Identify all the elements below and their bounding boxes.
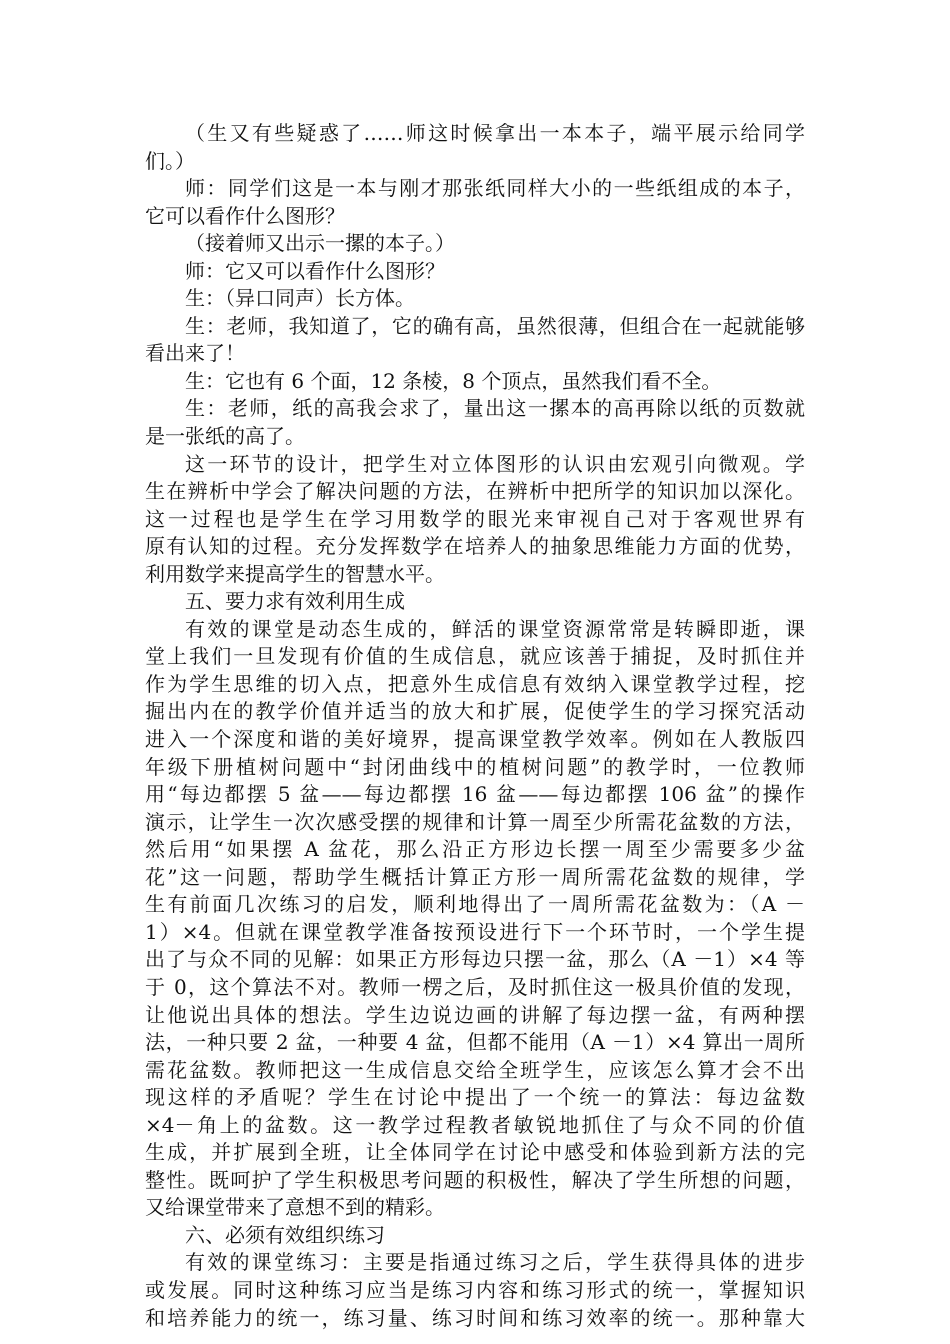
text-line: 是一张纸的高了。 bbox=[145, 424, 305, 449]
text-line: 掘出内在的教学价值并适当的放大和扩展，促使学生的学习探究活动 bbox=[145, 699, 805, 724]
text-line: 于 0，这个算法不对。教师一楞之后，及时抓住这一极具价值的发现， bbox=[145, 974, 805, 999]
text-line: 这一环节的设计，把学生对立体图形的认识由宏观引向微观。学 bbox=[185, 451, 805, 476]
text-line: 需花盆数。教师把这一生成信息交给全班学生，应该怎么算才会不出 bbox=[145, 1057, 805, 1082]
text-line: 六、必须有效组织练习 bbox=[185, 1222, 385, 1247]
text-line: 原有认知的过程。充分发挥数学在培养人的抽象思维能力方面的优势， bbox=[145, 534, 805, 559]
text-line: 生：老师，我知道了，它的确有高，虽然很薄，但组合在一起就能够 bbox=[185, 313, 805, 338]
text-line: 又给课堂带来了意想不到的精彩。 bbox=[145, 1195, 445, 1220]
document-page bbox=[145, 120, 805, 1332]
text-line: 们。） bbox=[145, 148, 195, 173]
text-line: 利用数学来提高学生的智慧水平。 bbox=[145, 561, 445, 586]
text-line: 花”这一问题，帮助学生概括计算正方形一周所需花盆数的规律，学 bbox=[145, 864, 805, 889]
text-line: 整性。既呵护了学生积极思考问题的积极性，解决了学生所想的问题， bbox=[145, 1167, 805, 1192]
text-line: 和培养能力的统一，练习量、练习时间和练习效率的统一。那种靠大 bbox=[145, 1305, 805, 1330]
text-line: ×4－角上的盆数。这一教学过程教者敏锐地抓住了与众不同的价值 bbox=[145, 1112, 805, 1137]
text-line: 师：同学们这是一本与刚才那张纸同样大小的一些纸组成的本子， bbox=[185, 176, 805, 201]
text-line: 生：它也有 6 个面，12 条棱，8 个顶点，虽然我们看不全。 bbox=[185, 368, 722, 393]
text-line: 生：老师，纸的高我会求了，量出这一摞本的高再除以纸的页数就 bbox=[185, 396, 805, 421]
text-line: （接着师又出示一摞的本子。） bbox=[185, 231, 455, 256]
text-line: 然后用“如果摆 A 盆花，那么沿正方形边长摆一周至少需要多少盆 bbox=[145, 837, 805, 862]
text-line: 堂上我们一旦发现有价值的生成信息，就应该善于捕捉，及时抓住并 bbox=[145, 644, 805, 669]
text-line: 让他说出具体的想法。学生边说边画的讲解了每边摆一盆，有两种摆 bbox=[145, 1002, 805, 1027]
text-line: 用“每边都摆 5 盆——每边都摆 16 盆——每边都摆 106 盆”的操作 bbox=[145, 782, 805, 807]
text-line: 或发展。同时这种练习应当是练习内容和练习形式的统一，掌握知识 bbox=[145, 1277, 805, 1302]
text-line: 这一过程也是学生在学习用数学的眼光来审视自己对于客观世界有 bbox=[145, 506, 805, 531]
text-line: 生在辨析中学会了解决问题的方法，在辨析中把所学的知识加以深化。 bbox=[145, 479, 805, 504]
text-line: 师：它又可以看作什么图形？ bbox=[185, 258, 445, 283]
text-line: 法，一种只要 2 盆，一种要 4 盆，但都不能用（A －1）×4 算出一周所 bbox=[145, 1030, 805, 1055]
text-line: （生又有些疑惑了……师这时候拿出一本本子，端平展示给同学 bbox=[185, 121, 805, 145]
text-line: 有效的课堂是动态生成的，鲜活的课堂资源常常是转瞬即逝，课 bbox=[185, 616, 805, 641]
text-line: 生成，并扩展到全班，让全体同学在讨论中感受和体验到新方法的完 bbox=[145, 1140, 805, 1165]
text-line: 现这样的矛盾呢？学生在讨论中提出了一个统一的算法：每边盆数 bbox=[145, 1085, 805, 1110]
text-line: 生：（异口同声）长方体。 bbox=[185, 286, 415, 311]
text-line: 生有前面几次练习的启发，顺利地得出了一周所需花盆数为：（A － bbox=[145, 892, 805, 917]
text-line: 看出来了！ bbox=[145, 341, 245, 366]
text-line: 作为学生思维的切入点，把意外生成信息有效纳入课堂教学过程，挖 bbox=[145, 671, 805, 696]
text-line: 演示，让学生一次次感受摆的规律和计算一周至少所需花盆数的方法， bbox=[145, 809, 805, 834]
text-line: 进入一个深度和谐的美好境界，提高课堂教学效率。例如在人教版四 bbox=[145, 727, 805, 752]
text-line: 有效的课堂练习：主要是指通过练习之后，学生获得具体的进步 bbox=[185, 1250, 805, 1275]
text-line: 五、要力求有效利用生成 bbox=[185, 589, 405, 614]
text-line: 它可以看作什么图形？ bbox=[145, 203, 345, 228]
text-line: 1）×4。但就在课堂教学准备按预设进行下一个环节时，一个学生提 bbox=[145, 919, 805, 944]
text-line: 年级下册植树问题中“封闭曲线中的植树问题”的教学时，一位教师 bbox=[145, 754, 805, 779]
text-line: 出了与众不同的见解：如果正方形每边只摆一盆，那么（A －1）×4 等 bbox=[145, 947, 805, 972]
